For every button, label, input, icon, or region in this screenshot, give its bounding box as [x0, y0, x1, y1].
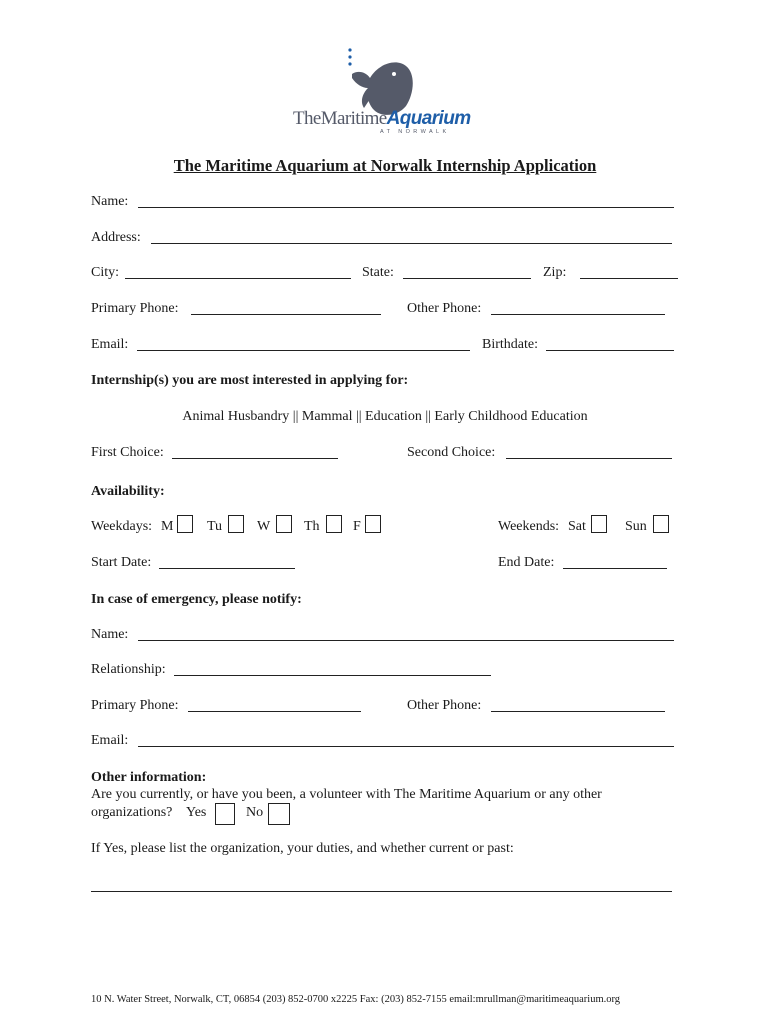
checkbox-thursday[interactable]	[326, 515, 342, 533]
volunteer-question-line1: Are you currently, or have you been, a volunteer with The Maritime Aquarium or any other	[91, 787, 602, 802]
checkbox-monday[interactable]	[177, 515, 193, 533]
other-info-heading: Other information:	[91, 770, 207, 785]
email-label: Email:	[91, 337, 129, 352]
relationship-field[interactable]	[174, 675, 491, 676]
day-label-th: Th	[304, 519, 320, 534]
name-label: Name:	[91, 194, 129, 209]
emergency-primary-phone-label: Primary Phone:	[91, 698, 179, 713]
yes-label: Yes	[186, 805, 207, 820]
birthdate-label: Birthdate:	[482, 337, 538, 352]
zip-field[interactable]	[580, 278, 678, 279]
email-field[interactable]	[137, 350, 470, 351]
address-field[interactable]	[151, 243, 672, 244]
emergency-other-phone-label: Other Phone:	[407, 698, 482, 713]
checkbox-no[interactable]	[268, 803, 290, 825]
emergency-email-label: Email:	[91, 733, 129, 748]
emergency-heading: In case of emergency, please notify:	[91, 592, 302, 607]
state-label: State:	[362, 265, 394, 280]
logo-prefix: TheMaritime	[293, 108, 387, 129]
organization-prompt: If Yes, please list the organization, your duties, and whether current or past:	[91, 841, 514, 856]
checkbox-friday[interactable]	[365, 515, 381, 533]
footer-contact: 10 N. Water Street, Norwalk, CT, 06854 (203) 852-0700 x2225 Fax: (203) 852-7155 email:mrullman@maritimeaquarium.org	[91, 994, 621, 1005]
day-label-sat: Sat	[568, 519, 586, 534]
logo-wordmark	[293, 108, 471, 130]
first-choice-label: First Choice:	[91, 445, 164, 460]
start-date-label: Start Date:	[91, 555, 152, 570]
weekdays-label: Weekdays:	[91, 519, 153, 534]
day-label-sun: Sun	[625, 519, 647, 534]
internship-options: Animal Husbandry || Mammal || Education || Early Childhood Education	[182, 409, 588, 424]
no-label: No	[246, 805, 264, 820]
weekends-label: Weekends:	[498, 519, 560, 534]
second-choice-label: Second Choice:	[407, 445, 496, 460]
address-label: Address:	[91, 230, 141, 245]
checkbox-wednesday[interactable]	[276, 515, 292, 533]
second-choice-field[interactable]	[506, 458, 672, 459]
day-label-m: M	[161, 519, 174, 534]
emergency-email-field[interactable]	[138, 746, 674, 747]
name-field[interactable]	[138, 207, 674, 208]
city-label: City:	[91, 265, 120, 280]
city-field[interactable]	[125, 278, 351, 279]
first-choice-field[interactable]	[172, 458, 338, 459]
logo-name: Aquarium	[386, 108, 471, 129]
birthdate-field[interactable]	[546, 350, 674, 351]
primary-phone-label: Primary Phone:	[91, 301, 179, 316]
zip-label: Zip:	[543, 265, 567, 280]
state-field[interactable]	[403, 278, 531, 279]
emergency-primary-phone-field[interactable]	[188, 711, 361, 712]
other-phone-field[interactable]	[491, 314, 665, 315]
relationship-label: Relationship:	[91, 662, 166, 677]
checkbox-saturday[interactable]	[591, 515, 607, 533]
end-date-label: End Date:	[498, 555, 555, 570]
checkbox-yes[interactable]	[215, 803, 235, 825]
day-label-f: F	[353, 519, 361, 534]
end-date-field[interactable]	[563, 568, 667, 569]
checkbox-sunday[interactable]	[653, 515, 669, 533]
emergency-other-phone-field[interactable]	[491, 711, 665, 712]
emergency-name-label: Name:	[91, 627, 129, 642]
start-date-field[interactable]	[159, 568, 295, 569]
internship-heading: Internship(s) you are most interested in applying for:	[91, 373, 409, 388]
availability-heading: Availability:	[91, 484, 165, 499]
logo-subtitle: AT NORWALK	[380, 129, 450, 135]
checkbox-tuesday[interactable]	[228, 515, 244, 533]
primary-phone-field[interactable]	[191, 314, 381, 315]
other-phone-label: Other Phone:	[407, 301, 482, 316]
day-label-tu: Tu	[207, 519, 223, 534]
organization-field[interactable]	[91, 891, 672, 892]
day-label-w: W	[257, 519, 271, 534]
page-title: The Maritime Aquarium at Norwalk Internship Application	[173, 156, 597, 175]
emergency-name-field[interactable]	[138, 640, 674, 641]
volunteer-question-line2: organizations?	[91, 805, 173, 820]
